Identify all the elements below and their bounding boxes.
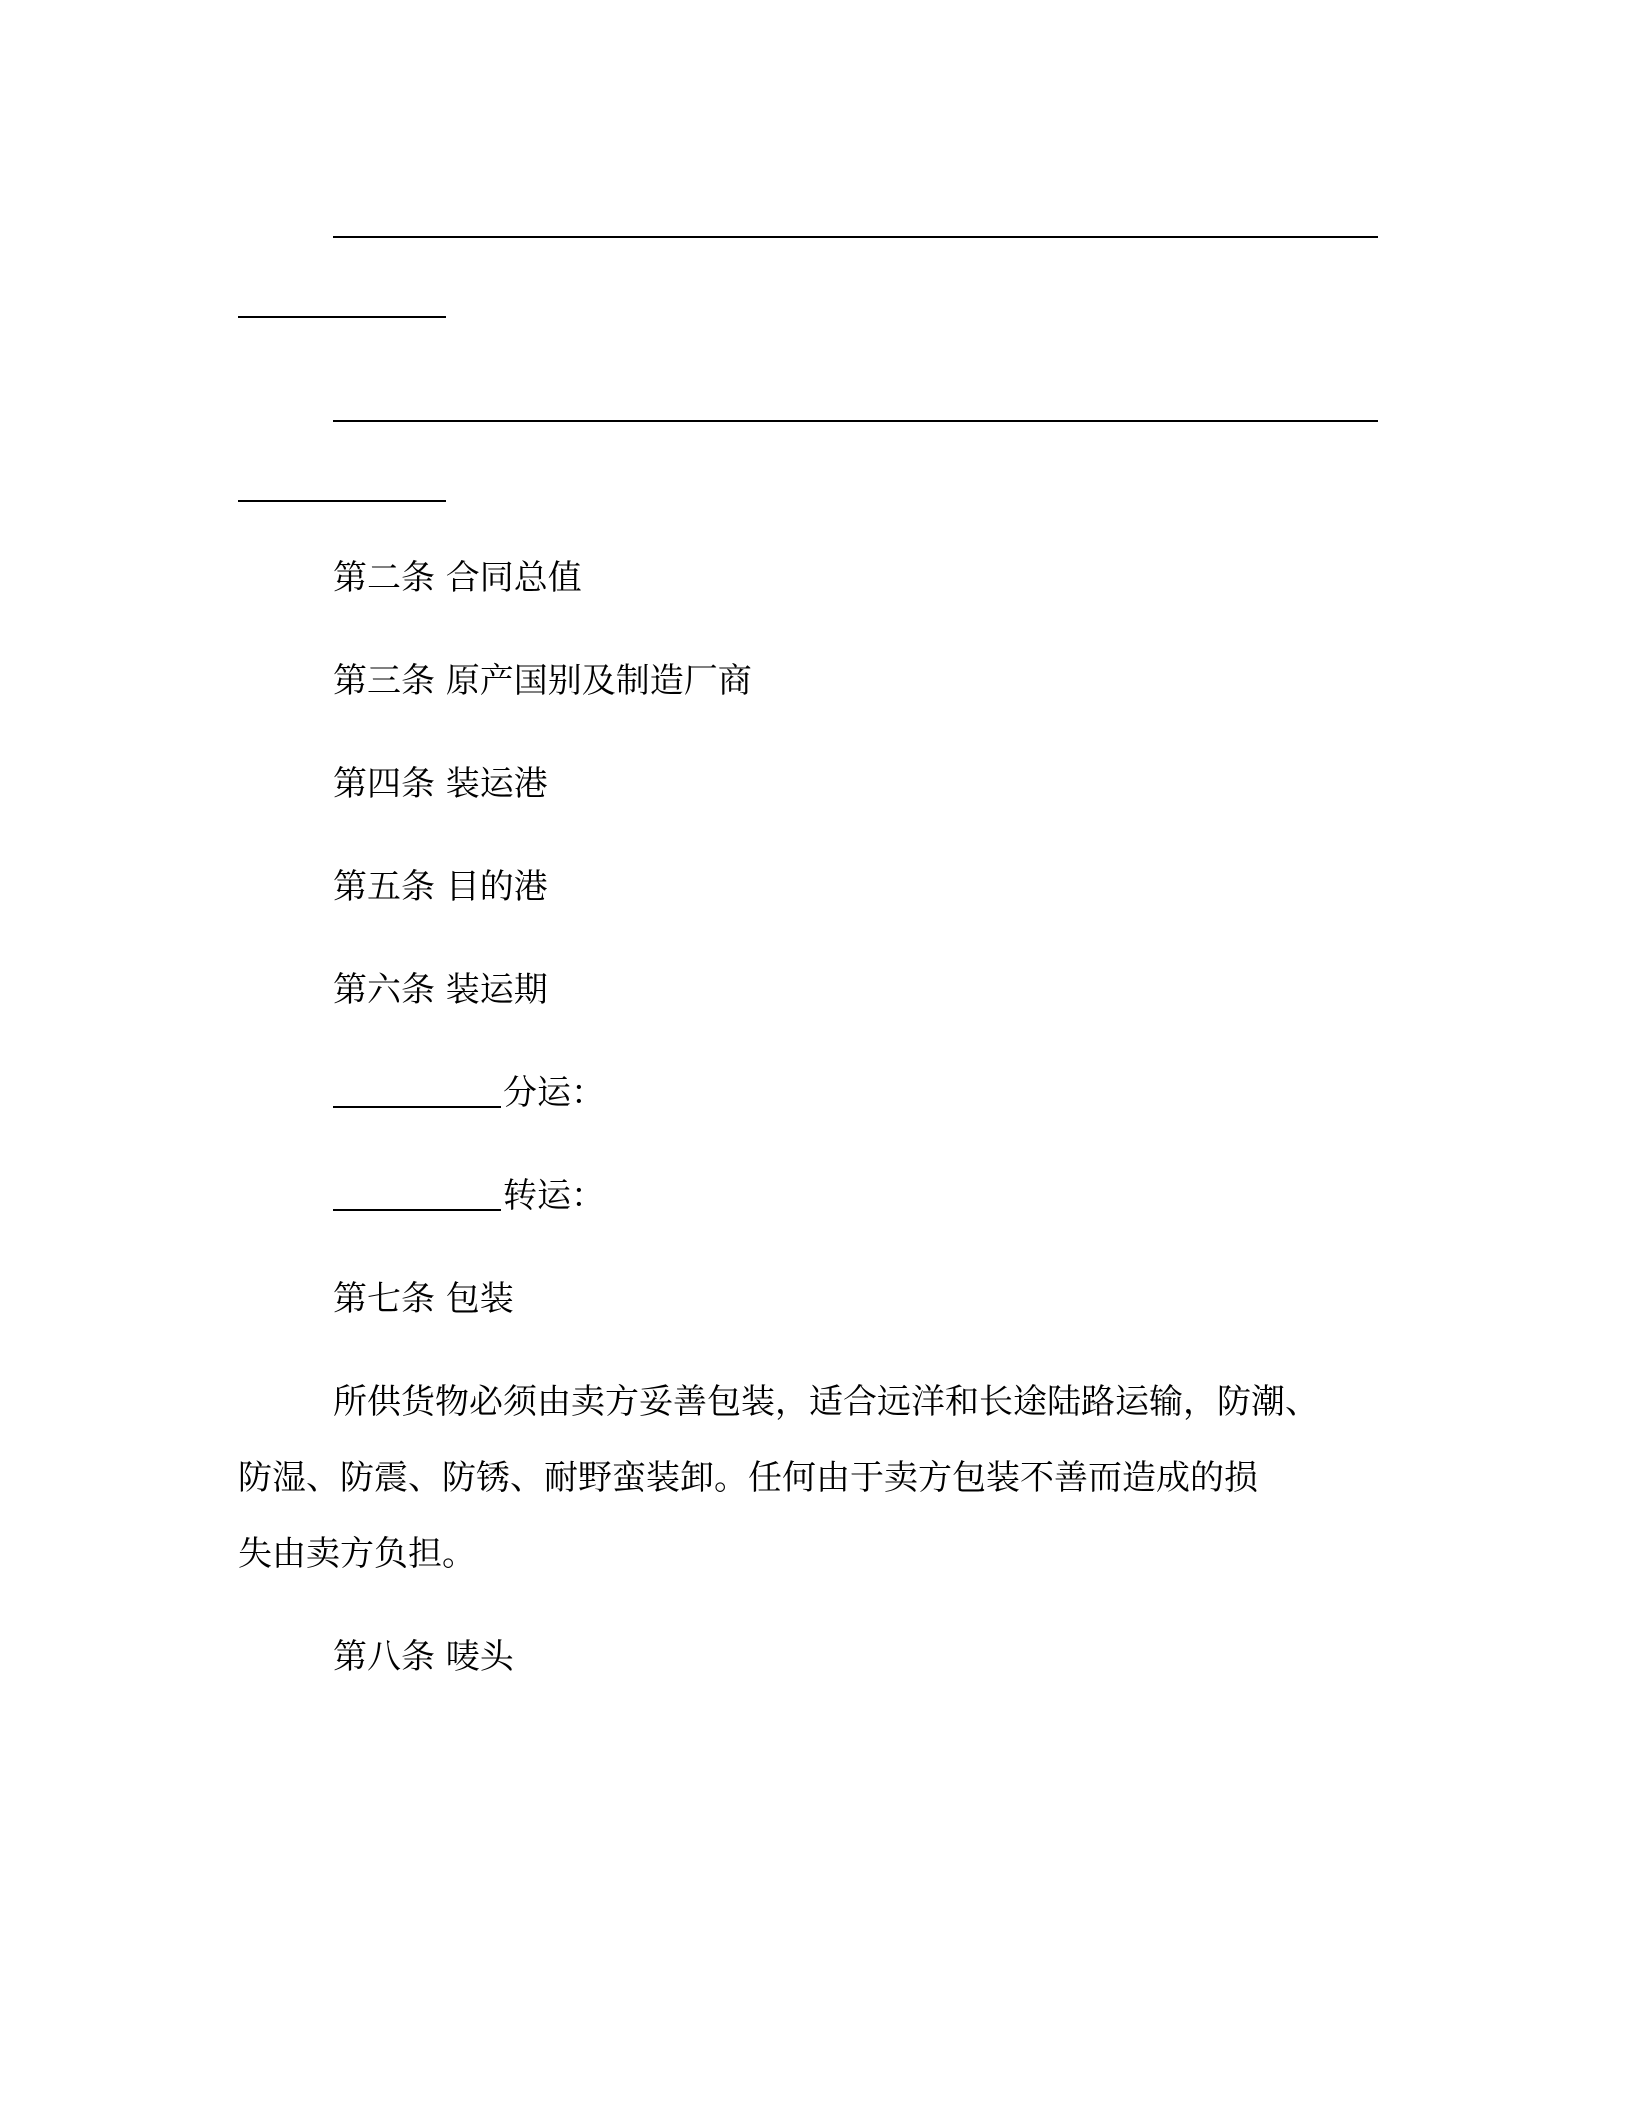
fill-line-1 bbox=[333, 236, 1378, 238]
article-2-heading: 第二条 合同总值 bbox=[333, 558, 582, 598]
fill-line-1-continuation bbox=[238, 316, 446, 318]
partial-shipment-blank bbox=[333, 1106, 501, 1108]
article-7-paragraph-line-3: 失由卖方负担。 bbox=[238, 1534, 476, 1574]
partial-shipment-label: 分运： bbox=[503, 1073, 605, 1113]
fill-line-2 bbox=[333, 420, 1378, 422]
article-4-heading: 第四条 装运港 bbox=[333, 764, 548, 804]
transshipment-blank bbox=[333, 1209, 501, 1211]
article-7-paragraph-line-1: 所供货物必须由卖方妥善包装，适合远洋和长途陆路运输，防潮、 bbox=[333, 1382, 1319, 1422]
article-7-heading: 第七条 包装 bbox=[333, 1279, 514, 1319]
transshipment-line bbox=[333, 1176, 605, 1216]
fill-line-2-continuation bbox=[238, 500, 446, 502]
article-8-heading: 第八条 唛头 bbox=[333, 1637, 514, 1677]
partial-shipment-line bbox=[333, 1073, 605, 1113]
article-6-heading: 第六条 装运期 bbox=[333, 970, 548, 1010]
article-5-heading: 第五条 目的港 bbox=[333, 867, 548, 907]
transshipment-label: 转运： bbox=[503, 1176, 605, 1216]
article-3-heading: 第三条 原产国别及制造厂商 bbox=[333, 661, 752, 701]
article-7-paragraph-line-2: 防湿、防震、防锈、耐野蛮装卸。任何由于卖方包装不善而造成的损 bbox=[238, 1458, 1258, 1498]
